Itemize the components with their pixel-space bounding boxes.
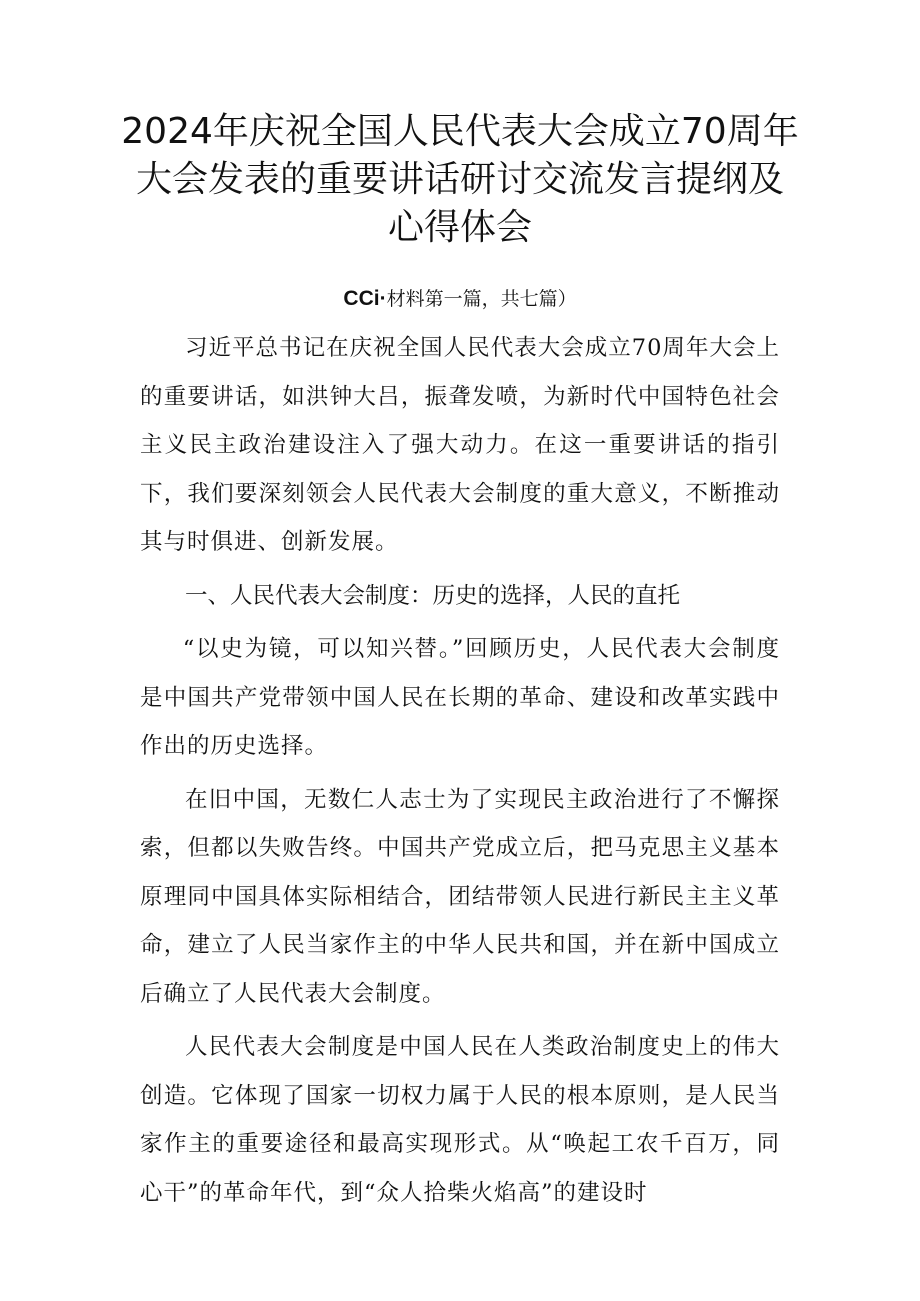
title-line-3: 心得体会 — [387, 207, 532, 248]
document-subtitle — [140, 286, 780, 312]
paragraph-great-creation: 人民代表大会制度是中国人民在人类政治制度史上的伟大创造。它体现了国家一切权力属于人民的根本原则，是人民当家作主的重要途径和最高实现形式。从“唤起工农千百万，同心干”的革命年代，到“众人拾柴火焰高”的建设时 — [140, 1034, 780, 1206]
paragraph-intro: 习近平总书记在庆祝全国人民代表大会成立70周年大会上的重要讲话，如洪钟大吕，振聋发喷，为新时代中国特色社会主义民主政治建设注入了强大动力。在这一重要讲话的指引下，我们要深刻领会人民代表大会制度的重大意义，不断推动其与时俱进、创新发展。 — [140, 335, 780, 555]
title-line-2: 大会发表的重要讲话研讨交流发言提纲及 — [135, 159, 784, 200]
title-line-1: 2024年庆祝全国人民代表大会成立70周年 — [121, 111, 799, 152]
section-heading-1: 一、人民代表大会制度：历史的选择，人民的直托 — [185, 582, 681, 609]
paragraph-old-china: 在旧中国，无数仁人志士为了实现民主政治进行了不懈探索，但都以失败告终。中国共产党成立后，把马克思主义基本原理同中国具体实际相结合，团结带领人民进行新民主主义革命，建立了人民当家作主的中华人民共和国，并在新中国成立后确立了人民代表大会制度。 — [140, 786, 780, 1007]
document-title — [110, 108, 810, 252]
document-body — [140, 324, 780, 1222]
subtitle-prefix: CCi· — [343, 287, 387, 310]
paragraph-history-quote: “以史为镜，可以知兴替。”回顾历史，人民代表大会制度是中国共产党带领中国人民在长期的革命、建设和改革实践中作出的历史选择。 — [140, 636, 780, 759]
subtitle-text: 材料第一篇，共七篇） — [386, 288, 577, 310]
